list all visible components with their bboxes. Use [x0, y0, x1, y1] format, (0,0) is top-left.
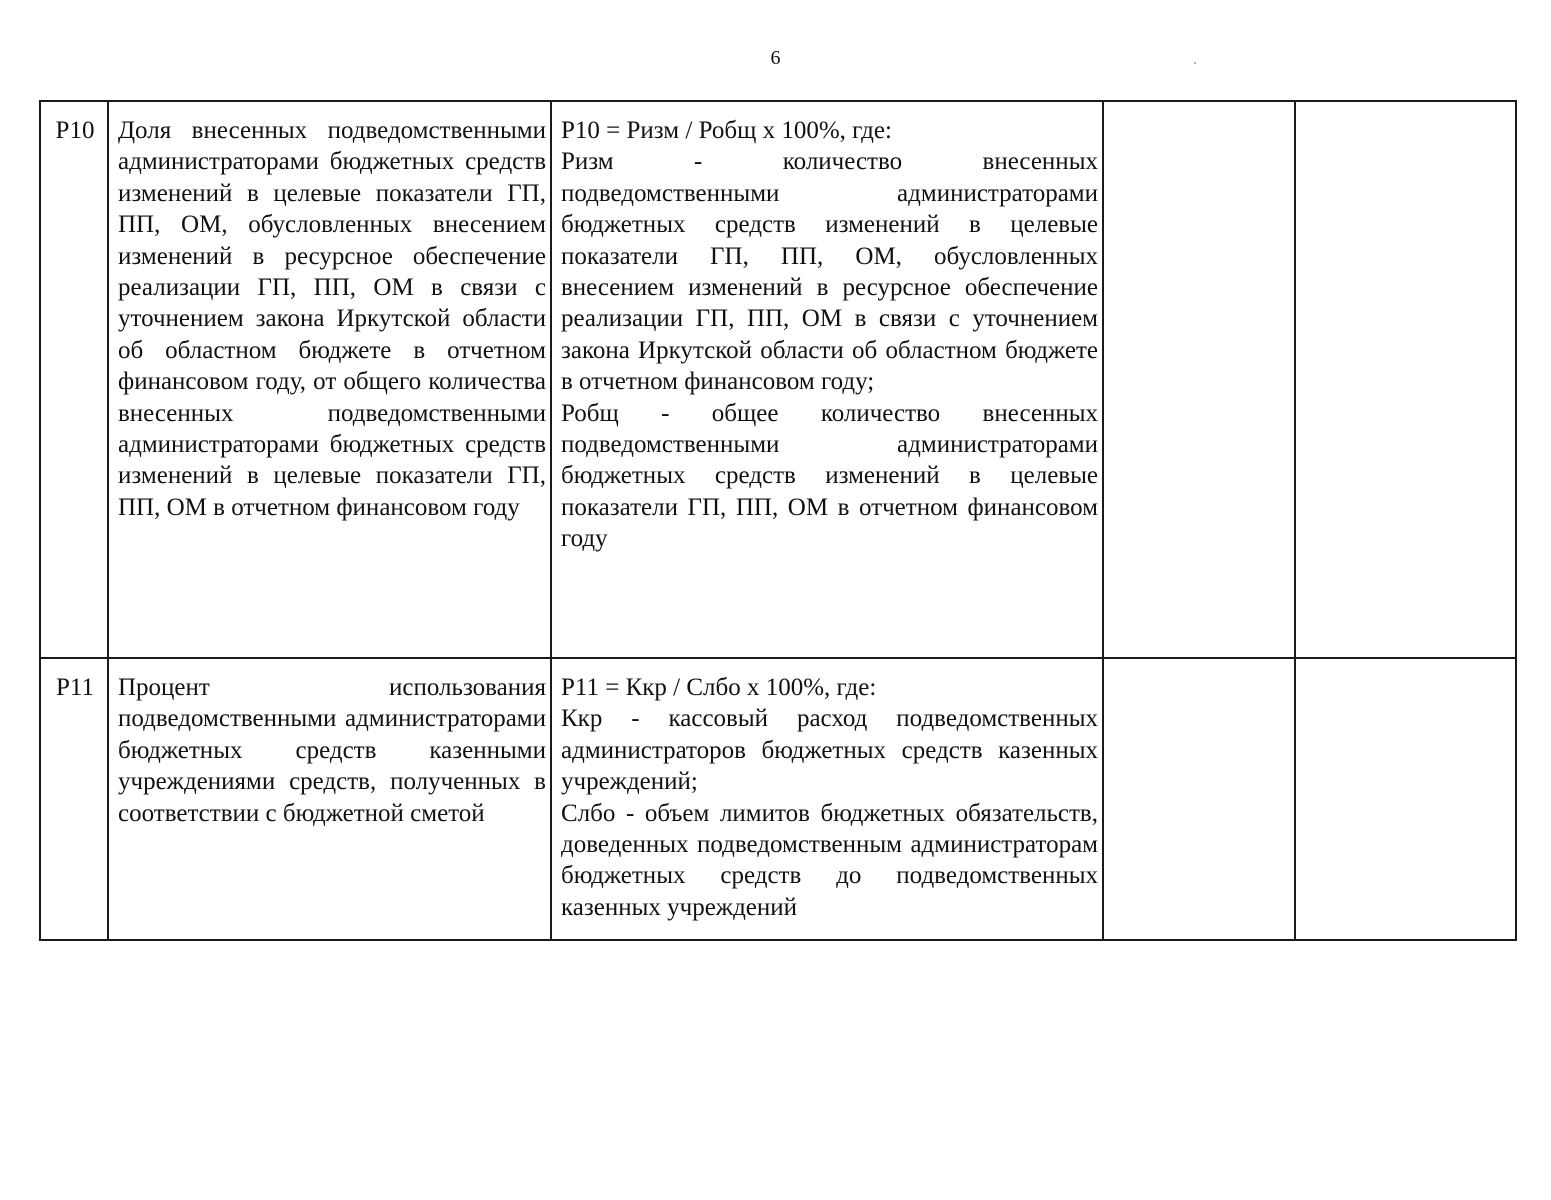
page-number: 6: [770, 47, 781, 69]
empty-cell-col4: [1103, 658, 1295, 940]
empty-cell-col4: [1103, 101, 1295, 658]
indicator-formula-cell: [551, 658, 1103, 940]
indicator-formula: Р10 = Ризм / Робщ x 100%, где:: [561, 117, 892, 144]
table-row-p11: [40, 658, 1516, 940]
formula-definition: Ккр - кассовый расход подведомственных администраторов бюджетных средств казенных учреждений;: [561, 705, 1098, 796]
scan-speck: [1194, 62, 1196, 64]
indicator-description: Процент использования подведомственными администраторами бюджетных средств казенными учреждениями средств, полученных в соответствии с бюджетной сметой: [108, 658, 551, 940]
formula-definition: Ризм - количество внесенных подведомственными администраторами бюджетных средств изменений в целевые показатели ГП, ПП, ОМ, обусловленных внесением изменений в ресурсное обеспечение реализации ГП, ПП, ОМ в связи с уточнением закона Иркутской области об областном бюджете в отчетном финансовом году;: [561, 148, 1098, 396]
indicator-formula-cell: [551, 101, 1103, 658]
indicators-table: [39, 100, 1517, 941]
table-row-p10: [40, 101, 1516, 658]
indicator-formula: Р11 = Ккр / Слбо x 100%, где:: [561, 674, 877, 701]
indicator-description: Доля внесенных подведомственными администраторами бюджетных средств изменений в целевые показатели ГП, ПП, ОМ, обусловленных внесением изменений в ресурсное обеспечение реализации ГП, ПП, ОМ в связи с уточнением закона Иркутской области об областном бюджете в отчетном финансовом году, от общего количества внесенных подведомственными администраторами бюджетных средств изменений в целевые показатели ГП, ПП, ОМ в отчетном финансовом году: [108, 101, 551, 658]
indicator-code: Р10: [40, 101, 108, 658]
empty-cell-col5: [1295, 658, 1516, 940]
formula-definition: Робщ - общее количество внесенных подведомственными администраторами бюджетных средств изменений в целевые показатели ГП, ПП, ОМ в отчетном финансовом году: [561, 399, 1098, 553]
empty-cell-col5: [1295, 101, 1516, 658]
indicator-code: Р11: [40, 658, 108, 940]
formula-definition: Слбо - объем лимитов бюджетных обязательств, доведенных подведомственным администраторам бюджетных средств до подведомственных казенных учреждений: [561, 799, 1098, 921]
